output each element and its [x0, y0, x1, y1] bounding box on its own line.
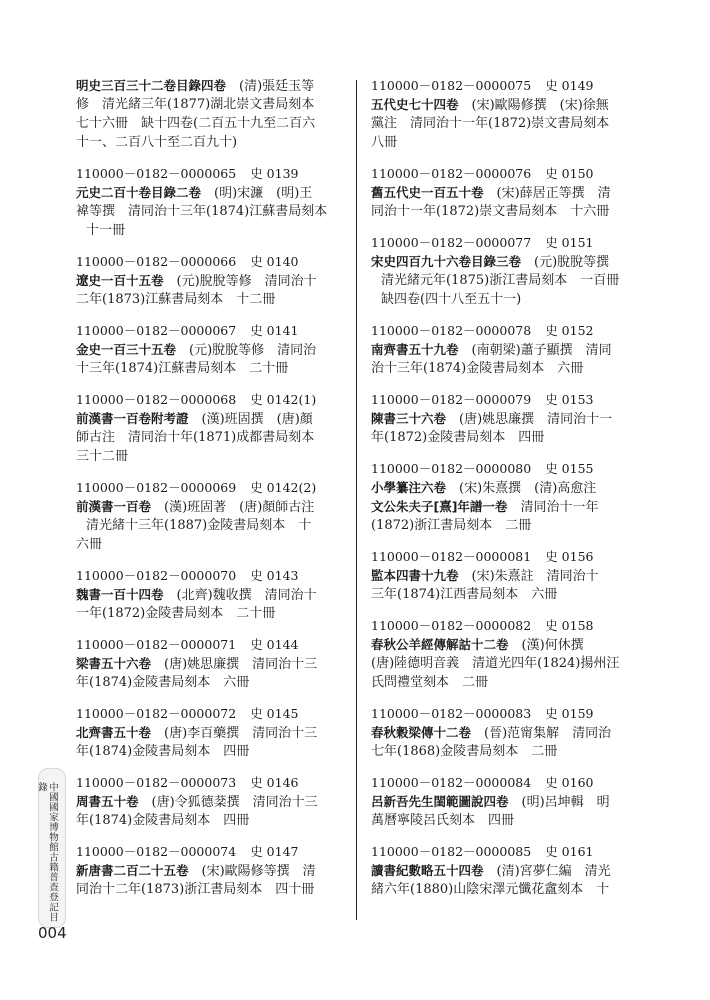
entry-description: (元)脫脫等修 清同治 [176, 343, 317, 358]
entry-id: 110000－0182－0000068 [76, 392, 237, 407]
entry-text-line [76, 585, 361, 604]
entry-description: 褘等撰 清同治十三年(1874)江蘇書局刻本 [76, 204, 328, 219]
entry-description: 六冊 [76, 537, 103, 552]
entry-code-line [76, 773, 361, 792]
entry-description: (唐)姚思廉撰 清同治十一 [446, 412, 613, 427]
entry-text-line [371, 723, 656, 742]
entry-id: 110000－0182－0000074 [76, 844, 237, 859]
entry-shelf-number: 史 0144 [250, 637, 299, 652]
entry-id: 110000－0182－0000070 [76, 568, 237, 583]
entry-description: 十一、二百八十至二百九十) [76, 135, 238, 150]
entry-text-line [371, 478, 656, 497]
entry-code-line [371, 842, 656, 861]
entry-description: (宋)歐陽修等撰 清 [188, 864, 316, 879]
entry-description: (唐)姚思廉撰 清同治十三 [151, 657, 318, 672]
entry-code-line [76, 635, 361, 654]
entry-id: 110000－0182－0000077 [371, 235, 532, 250]
entry-description: (晉)范甯集解 清同治 [471, 726, 612, 741]
entry-description: (唐)令狐德棻撰 清同治十三 [138, 795, 318, 810]
catalog-entry [371, 321, 656, 378]
entry-description: 八冊 [371, 135, 398, 150]
catalog-entry [371, 842, 656, 899]
catalog-entry [76, 635, 361, 692]
entry-text-line [371, 359, 656, 378]
entry-shelf-number: 史 0158 [545, 618, 594, 633]
entry-title: 小學纂注六卷 [371, 480, 447, 495]
catalog-entry [371, 616, 656, 692]
entry-code-line [371, 773, 656, 792]
entry-text-line [76, 654, 361, 673]
entry-id: 110000－0182－0000072 [76, 706, 237, 721]
entry-text-line [76, 95, 361, 114]
entry-id: 110000－0182－0000076 [371, 166, 532, 181]
entry-text-line [371, 409, 656, 428]
entry-text-line [76, 516, 361, 535]
entry-text-line [371, 252, 656, 271]
entry-description: (清)張廷玉等 [226, 79, 315, 94]
entry-text-line [76, 271, 361, 290]
entry-description: 年(1874)金陵書局刻本 六冊 [76, 675, 250, 690]
catalog-entry [76, 164, 361, 240]
entry-id: 110000－0182－0000085 [371, 844, 532, 859]
entry-description: 清光緒十三年(1887)金陵書局刻本 十 [86, 518, 312, 533]
entry-code-line [371, 704, 656, 723]
entry-shelf-number: 史 0143 [250, 568, 299, 583]
entry-description: (宋)朱熹撰 (清)高愈注 [446, 481, 597, 496]
entry-title: 前漢書一百卷 [76, 499, 152, 514]
entry-description: (漢)班固著 (唐)顏師古注 [151, 500, 315, 515]
entry-description: (南朝梁)蕭子顯撰 清同 [458, 343, 612, 358]
entry-title: 遼史一百十五卷 [76, 273, 164, 288]
entry-text-line [76, 673, 361, 692]
entry-id: 110000－0182－0000084 [371, 775, 532, 790]
entry-text-line [76, 723, 361, 742]
entry-description: 清同治十一年 [507, 500, 599, 515]
entry-text-line [371, 566, 656, 585]
entry-text-line [371, 114, 656, 133]
entry-title: 呂新吾先生閨範圖說四卷 [371, 794, 509, 809]
entry-title: 五代史七十四卷 [371, 97, 459, 112]
entry-description: (北齊)魏收撰 清同治十 [163, 588, 317, 603]
entry-code-line [76, 164, 361, 183]
entry-id: 110000－0182－0000083 [371, 706, 532, 721]
catalog-entry [76, 390, 361, 466]
catalog-entry [371, 390, 656, 447]
entry-shelf-number: 史 0156 [545, 549, 594, 564]
entry-description: 三年(1874)江西書局刻本 六冊 [371, 587, 558, 602]
entry-text-line [371, 133, 656, 152]
entry-shelf-number: 史 0140 [250, 254, 299, 269]
entry-description: (漢)班固撰 (唐)顏 [188, 412, 313, 427]
entry-text-line [76, 359, 361, 378]
entry-title: 北齊書五十卷 [76, 725, 152, 740]
entry-text-line [76, 183, 361, 202]
entry-description: 年(1872)金陵書局刻本 四冊 [371, 430, 545, 445]
entry-shelf-number: 史 0147 [250, 844, 299, 859]
left-column [76, 76, 361, 911]
entry-shelf-number: 史 0159 [545, 706, 594, 721]
entry-text-line [76, 133, 361, 152]
entry-text-line [371, 880, 656, 899]
catalog-entry [76, 252, 361, 309]
catalog-entry [371, 773, 656, 830]
entry-description: 氏問禮堂刻本 二冊 [371, 675, 489, 690]
entry-title: 陳書三十六卷 [371, 411, 447, 426]
entry-text-line [371, 811, 656, 830]
entry-code-line [76, 390, 361, 409]
entry-text-line [371, 861, 656, 880]
entry-description: 清光緒元年(1875)浙江書局刻本 一百冊 [381, 273, 620, 288]
entry-code-line [371, 616, 656, 635]
entry-code-line [76, 704, 361, 723]
entry-description: 十一冊 [86, 223, 126, 238]
entry-description: 三十二冊 [76, 449, 129, 464]
entry-description: (宋)薛居正等撰 清 [483, 186, 611, 201]
entry-description: 同治十一年(1872)崇文書局刻本 十六冊 [371, 204, 610, 219]
entry-description: 緒六年(1880)山陰宋澤元懺花盦刻本 十 [371, 882, 610, 897]
entry-text-line [76, 409, 361, 428]
entry-description: 黨注 清同治十一年(1872)崇文書局刻本 [371, 116, 610, 131]
entry-text-line [76, 221, 361, 240]
entry-description: 七十六冊 缺十四卷(二百五十九至二百六 [76, 116, 316, 131]
entry-text-line [371, 654, 656, 673]
entry-text-line [371, 497, 656, 516]
entry-shelf-number: 史 0145 [250, 706, 299, 721]
catalog-entry [76, 704, 361, 761]
entry-code-line [76, 321, 361, 340]
entry-title: 元史二百十卷目錄二卷 [76, 185, 202, 200]
entry-code-line [76, 478, 361, 497]
entry-title: 明史三百三十二卷目錄四卷 [76, 78, 227, 93]
entry-id: 110000－0182－0000081 [371, 549, 532, 564]
entry-description: 萬曆寧陵呂氏刻本 四冊 [371, 813, 515, 828]
entry-text-line [371, 635, 656, 654]
entry-text-line [76, 202, 361, 221]
entry-id: 110000－0182－0000078 [371, 323, 532, 338]
entry-text-line [371, 792, 656, 811]
entry-code-line [76, 252, 361, 271]
entry-text-line [76, 792, 361, 811]
catalog-entry [371, 76, 656, 152]
entry-id: 110000－0182－0000071 [76, 637, 237, 652]
catalog-entry [371, 233, 656, 309]
entry-text-line [371, 271, 656, 290]
entry-description: (宋)歐陽修撰 (宋)徐無 [458, 98, 609, 113]
catalog-entry [371, 704, 656, 761]
entry-id: 110000－0182－0000066 [76, 254, 237, 269]
entry-title: 南齊書五十九卷 [371, 342, 459, 357]
entry-text-line [76, 742, 361, 761]
entry-id: 110000－0182－0000075 [371, 78, 532, 93]
entry-title: 周書五十卷 [76, 794, 139, 809]
entry-description: 缺四卷(四十八至五十一) [381, 292, 522, 307]
entry-description: 師古注 清同治十年(1871)成都書局刻本 [76, 430, 315, 445]
page-number: 004 [38, 924, 67, 942]
entry-text-line [76, 535, 361, 554]
entry-shelf-number: 史 0146 [250, 775, 299, 790]
entry-text-line [371, 428, 656, 447]
entry-text-line [76, 76, 361, 95]
entry-title: 魏書一百十四卷 [76, 587, 164, 602]
entry-description: (1872)浙江書局刻本 二冊 [371, 518, 532, 533]
entry-shelf-number: 史 0152 [545, 323, 594, 338]
column-divider [356, 80, 357, 920]
entry-description: (宋)朱熹註 清同治十 [458, 569, 599, 584]
entry-code-line [371, 76, 656, 95]
entry-description: (明)呂坤輯 明 [508, 795, 610, 810]
entry-description: 年(1874)金陵書局刻本 四冊 [76, 744, 250, 759]
catalog-entry [76, 478, 361, 554]
entry-text-line [371, 585, 656, 604]
entry-title: 前漢書一百卷附考證 [76, 411, 189, 426]
entry-id: 110000－0182－0000079 [371, 392, 532, 407]
entry-id: 110000－0182－0000080 [371, 461, 532, 476]
entry-code-line [371, 547, 656, 566]
entry-title: 讀書紀數略五十四卷 [371, 863, 484, 878]
entry-description: (唐)李百藥撰 清同治十三 [151, 726, 318, 741]
catalog-entry [76, 773, 361, 830]
entry-text-line [76, 811, 361, 830]
entry-description: 十三年(1874)江蘇書局刻本 二十冊 [76, 361, 289, 376]
side-title: 中國國家博物館古籍普查登記目錄 [36, 782, 58, 922]
entry-title: 監本四書十九卷 [371, 568, 459, 583]
entry-text-line [371, 516, 656, 535]
entry-title: 舊五代史一百五十卷 [371, 185, 484, 200]
entry-text-line [76, 497, 361, 516]
entry-code-line [371, 164, 656, 183]
entry-text-line [371, 183, 656, 202]
entry-text-line [76, 604, 361, 623]
entry-description: 同治十二年(1873)浙江書局刻本 四十冊 [76, 882, 315, 897]
entry-code-line [371, 233, 656, 252]
entry-title: 文公朱夫子[熹]年譜一卷 [371, 499, 508, 514]
entry-text-line [76, 114, 361, 133]
entry-id: 110000－0182－0000065 [76, 166, 237, 181]
catalog-entry [76, 842, 361, 899]
entry-code-line [371, 459, 656, 478]
entry-description: (元)脫脫等修 清同治十 [163, 274, 317, 289]
entry-description: (唐)陸德明音義 清道光四年(1824)揚州汪 [371, 656, 620, 671]
entry-text-line [76, 340, 361, 359]
entry-shelf-number: 史 0139 [250, 166, 299, 181]
entry-description: (清)宮夢仁編 清光 [483, 864, 611, 879]
catalog-entry [76, 76, 361, 152]
catalog-entry [371, 164, 656, 221]
right-column [371, 76, 656, 911]
entry-shelf-number: 史 0141 [250, 323, 299, 338]
entry-id: 110000－0182－0000073 [76, 775, 237, 790]
entry-id: 110000－0182－0000069 [76, 480, 237, 495]
entry-description: 修 清光緒三年(1877)湖北崇文書局刻本 [76, 97, 315, 112]
entry-shelf-number: 史 0151 [545, 235, 594, 250]
entry-text-line [371, 340, 656, 359]
entry-shelf-number: 史 0153 [545, 392, 594, 407]
entry-shelf-number: 史 0150 [545, 166, 594, 181]
entry-title: 春秋穀梁傳十二卷 [371, 725, 472, 740]
entry-shelf-number: 史 0142(1) [250, 392, 317, 407]
entry-description: (漢)何休撰 [508, 638, 584, 653]
entry-description: 一年(1872)金陵書局刻本 二十冊 [76, 606, 276, 621]
entry-title: 金史一百三十五卷 [76, 342, 177, 357]
entry-title: 新唐書二百二十五卷 [76, 863, 189, 878]
entry-text-line [371, 673, 656, 692]
entry-code-line [371, 390, 656, 409]
entry-text-line [371, 290, 656, 309]
entry-shelf-number: 史 0142(2) [250, 480, 317, 495]
catalog-entry [76, 566, 361, 623]
catalog-entry [371, 547, 656, 604]
entry-description: 七年(1868)金陵書局刻本 二冊 [371, 744, 558, 759]
entry-text-line [371, 742, 656, 761]
entry-title: 宋史四百九十六卷目錄三卷 [371, 254, 522, 269]
entry-text-line [76, 428, 361, 447]
entry-description: (明)宋濂 (明)王 [201, 186, 313, 201]
entry-id: 110000－0182－0000067 [76, 323, 237, 338]
entry-title: 春秋公羊經傳解詁十二卷 [371, 637, 509, 652]
entry-text-line [76, 880, 361, 899]
entry-code-line [76, 842, 361, 861]
entry-description: (元)脫脫等撰 [521, 255, 610, 270]
entry-text-line [371, 95, 656, 114]
entry-shelf-number: 史 0149 [545, 78, 594, 93]
entry-shelf-number: 史 0161 [545, 844, 594, 859]
entry-description: 治十三年(1874)金陵書局刻本 六冊 [371, 361, 584, 376]
entry-description: 二年(1873)江蘇書局刻本 十二冊 [76, 292, 276, 307]
entry-text-line [76, 861, 361, 880]
entry-text-line [371, 202, 656, 221]
entry-id: 110000－0182－0000082 [371, 618, 532, 633]
entry-text-line [76, 447, 361, 466]
entry-description: 年(1874)金陵書局刻本 四冊 [76, 813, 250, 828]
entry-shelf-number: 史 0160 [545, 775, 594, 790]
side-banner [34, 760, 74, 930]
entry-text-line [76, 290, 361, 309]
entry-code-line [371, 321, 656, 340]
entry-shelf-number: 史 0155 [545, 461, 594, 476]
entry-code-line [76, 566, 361, 585]
catalog-entry [371, 459, 656, 535]
entry-title: 梁書五十六卷 [76, 656, 152, 671]
catalog-entry [76, 321, 361, 378]
